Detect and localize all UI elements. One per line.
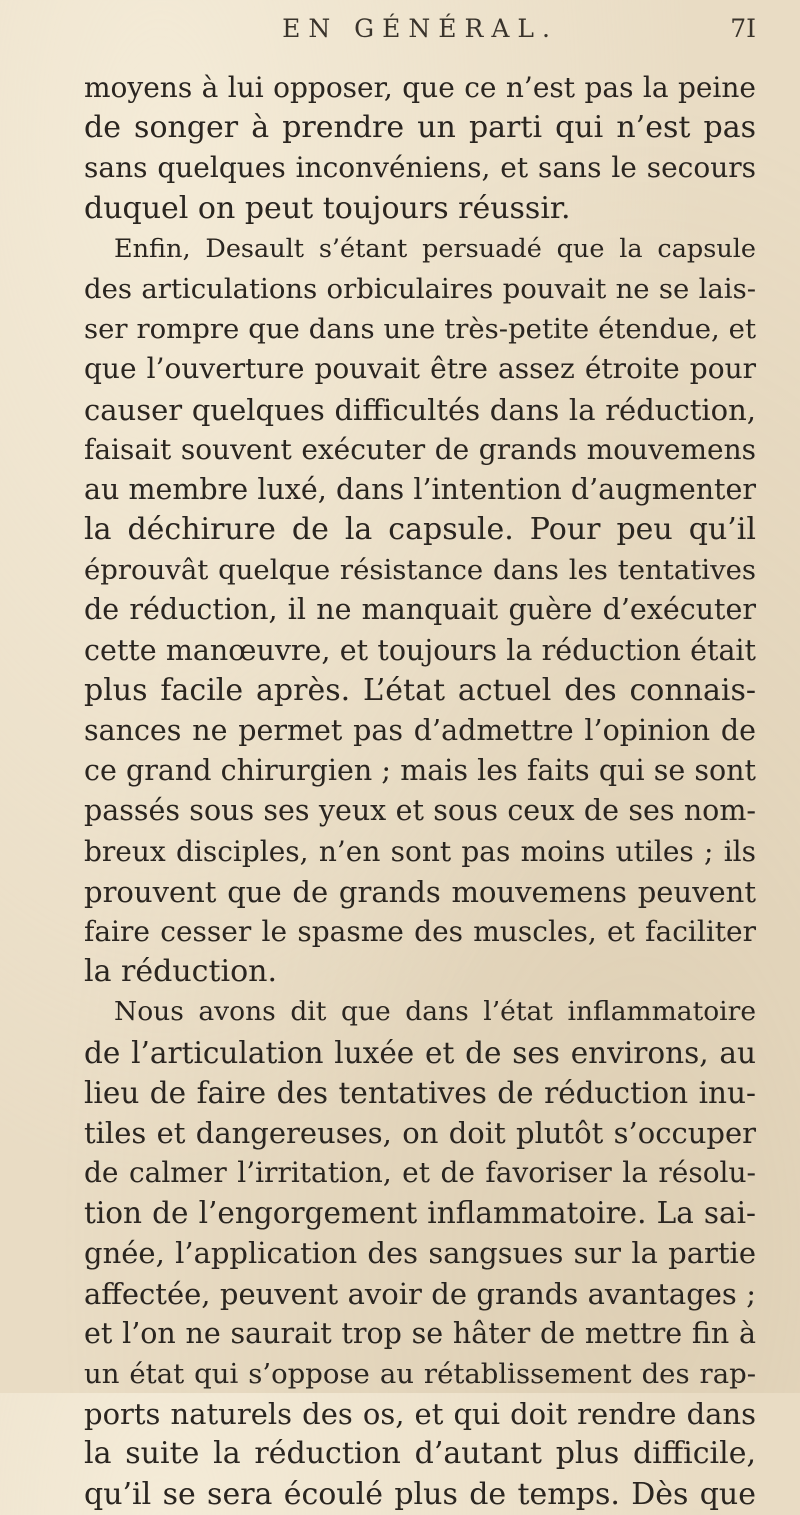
text-line: la réduction. [84, 954, 278, 990]
running-head [84, 8, 756, 58]
text-line: la déchirure de la capsule. Pour peu qu’il [84, 512, 756, 548]
text-line: la suite la réduction d’autant plus difficile, [84, 1436, 756, 1472]
text-line: moyens à lui opposer, que ce n’est pas la peine [84, 71, 756, 104]
text-line: éprouvât quelque résistance dans les tentatives [84, 554, 756, 587]
text-line: que l’ouverture pouvait être assez étroite pour [84, 352, 756, 386]
text-line: sances ne permet pas d’admettre l’opinion de [84, 714, 756, 747]
text-line: et l’on ne saurait trop se hâter de mettre fin à [84, 1316, 756, 1350]
text-line: sans quelques inconvéniens, et sans le secours [84, 151, 756, 185]
text-line: plus facile après. L’état actuel des connais- [84, 672, 756, 708]
text-line: de l’articulation luxée et de ses environs, au [84, 1035, 756, 1070]
text-line: qu’il se sera écoulé plus de temps. Dès que [84, 1476, 756, 1512]
text-line: passés sous ses yeux et sous ceux de ses nom- [84, 794, 756, 828]
running-title: EN GÉNÉRAL. [282, 14, 558, 43]
text-line: de réduction, il ne manquait guère d’exécuter [84, 593, 756, 627]
text-line: causer quelques difficultés dans la réduction, [84, 392, 756, 427]
text-line: au membre luxé, dans l’intention d’augmenter [84, 472, 756, 506]
text-line: Nous avons dit que dans l’état inflammatoire [114, 996, 756, 1028]
text-line: ce grand chirurgien ; mais les faits qui se sont [84, 754, 756, 788]
text-line: Enfin, Desault s’étant persuadé que la capsule [114, 233, 756, 264]
text-line: faire cesser le spasme des muscles, et faciliter [84, 914, 756, 948]
text-line: prouvent que de grands mouvemens peuvent [84, 874, 756, 909]
text-line: ports naturels des os, et qui doit rendre dans [84, 1397, 756, 1432]
body-text [84, 68, 756, 1515]
text-line: affectée, peuvent avoir de grands avantages ; [84, 1276, 756, 1311]
text-line: de songer à prendre un parti qui n’est pas [84, 110, 756, 146]
text-line: lieu de faire des tentatives de réduction inu- [84, 1075, 756, 1110]
text-line: tion de l’engorgement inflammatoire. La sai- [84, 1196, 756, 1231]
text-line: ser rompre que dans une très-petite étendue, et [84, 313, 756, 346]
text-line: des articulations orbiculaires pouvait ne se lais- [84, 272, 756, 305]
page-number: 7I [730, 14, 756, 43]
text-line: de calmer l’irritation, et de favoriser la résolu- [84, 1156, 756, 1190]
text-line: cette manœuvre, et toujours la réduction était [84, 633, 756, 667]
text-line: breux disciples, n’en sont pas moins utiles ; ils [84, 834, 756, 868]
text-line: un état qui s’oppose au rétablissement des rap- [84, 1358, 756, 1390]
text-line: gnée, l’application des sangsues sur la partie [84, 1236, 756, 1271]
text-line: faisait souvent exécuter de grands mouvemens [84, 432, 756, 466]
text-line: duquel on peut toujours réussir. [84, 190, 571, 226]
text-line: tiles et dangereuses, on doit plutôt s’occuper [84, 1115, 756, 1150]
